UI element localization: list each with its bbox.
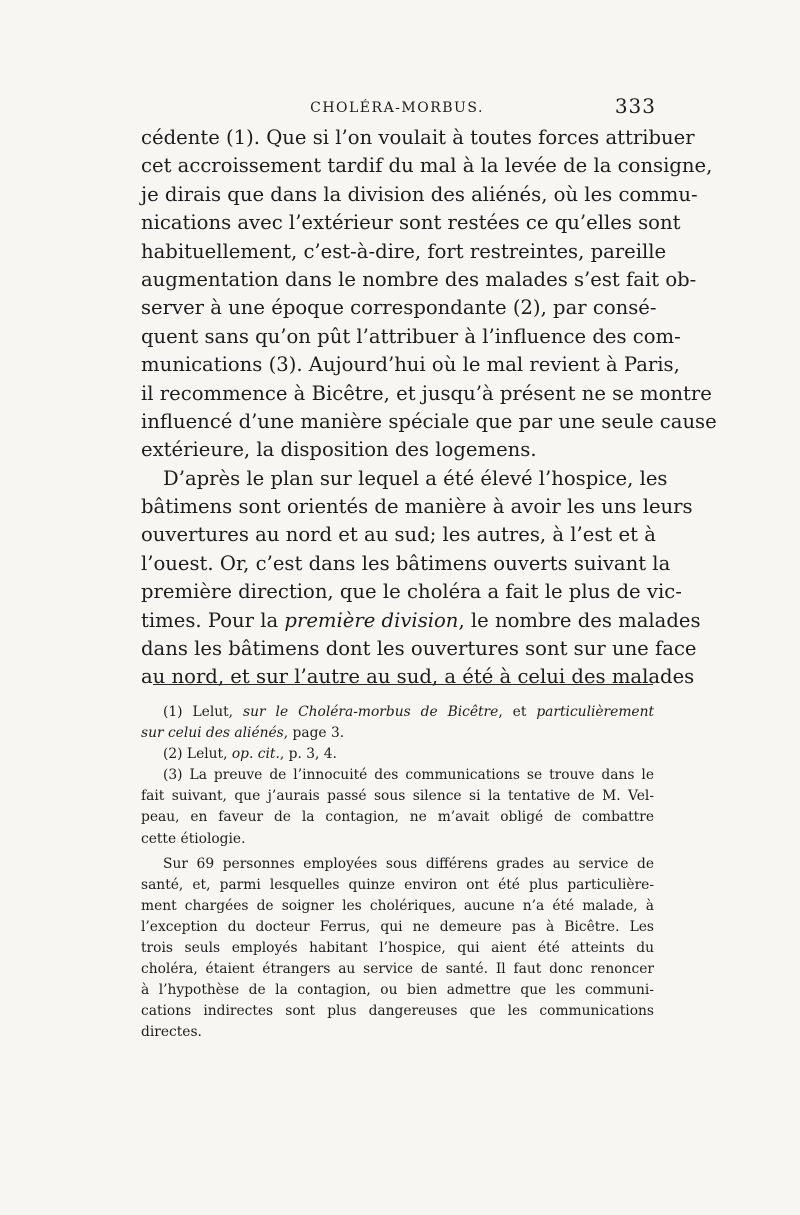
text-segment: , page 3. [283, 725, 345, 742]
text-segment: , p. 3, 4. [279, 746, 337, 763]
footnote-line: cette étiologie. [141, 830, 246, 847]
text-line: quent sans qu’on pût l’attribuer à l’influence des com- [141, 324, 681, 348]
text-line: dans les bâtimens dont les ouvertures sont sur une face [141, 637, 697, 661]
text-segment: (2) Lelut, [163, 746, 232, 763]
text-line: habituellement, c’est-à-dire, fort restreintes, pareille [141, 239, 667, 263]
text-line: nications avec l’extérieur sont restées ce qu’elles sont [141, 211, 681, 235]
text-line: ouvertures au nord et au sud; les autres, à l’est et à [141, 523, 656, 547]
text-line: première direction, que le choléra a fait le plus de vic- [141, 580, 682, 604]
footnote-line: Sur 69 personnes employées sous différens grades au service de [163, 855, 654, 872]
text-line: il recommence à Bicêtre, et jusqu’à présent ne se montre [141, 381, 712, 405]
italic-phrase: particulièrement [536, 704, 654, 720]
text-line: D’après le plan sur lequel a été élevé l’hospice, les [163, 466, 668, 490]
footnote-line [141, 744, 654, 765]
text-line: cet accroissement tardif du mal à la levée de la consigne, [141, 154, 713, 178]
running-title: CHOLÉRA-MORBUS. [310, 100, 484, 116]
main-text [141, 124, 717, 692]
text-line [141, 607, 701, 635]
footnote-separator-rule [153, 684, 653, 685]
footnote-line: l’exception du docteur Ferrus, qui ne demeure pas à Bicêtre. Les [141, 918, 654, 935]
text-line: au nord, et sur l’autre au sud, a été à celui des malades [141, 665, 695, 689]
footnotes [141, 702, 654, 1044]
text-line: munications (3). Aujourd’hui où le mal revient à Paris, [141, 353, 680, 377]
text-segment: , le nombre des malades [458, 608, 701, 632]
text-line: influencé d’une manière spéciale que par une seule cause [141, 409, 717, 433]
italic-phrase: sur le Choléra-morbus de Bicêtre [243, 704, 499, 720]
footnote-line: fait suivant, que j’aurais passé sous silence si la tentative de M. Vel- [141, 788, 654, 805]
italic-phrase: sur celui des aliénés [141, 725, 284, 742]
text-line: l’ouest. Or, c’est dans les bâtimens ouverts suivant la [141, 551, 671, 575]
running-head [138, 94, 656, 124]
text-segment: , et [498, 704, 537, 720]
text-line: cédente (1). Que si l’on voulait à toutes forces attribuer [141, 126, 695, 149]
footnote-line: trois seuls employés habitant l’hospice, qui aient été atteints du [141, 940, 654, 957]
footnote-line: santé, et, parmi lesquelles quinze environ ont été plus particulière- [141, 876, 654, 893]
footnote-line: à l’hypothèse de la contagion, ou bien admettre que les communi- [141, 982, 654, 999]
italic-phrase: première division [284, 608, 459, 632]
page-number: 333 [614, 94, 656, 118]
footnote-line: choléra, étaient étrangers au service de santé. Il faut donc renoncer [141, 961, 654, 978]
footnote-line: (3) La preuve de l’innocuité des communications se trouve dans le [163, 767, 654, 784]
footnote-line [141, 723, 654, 744]
footnote-line: directes. [141, 1024, 202, 1041]
footnote-line: ment chargées de soigner les cholériques, aucune n’a été malade, à [141, 897, 654, 914]
italic-phrase: op. cit. [231, 746, 280, 763]
text-line: bâtimens sont orientés de manière à avoir les uns leurs [141, 495, 693, 519]
text-line: extérieure, la disposition des logemens. [141, 438, 537, 462]
text-line: server à une époque correspondante (2), par consé- [141, 296, 657, 320]
text-segment: times. Pour la [141, 608, 285, 632]
footnote-line: cations indirectes sont plus dangereuses que les communications [141, 1003, 654, 1020]
footnote-line: peau, en faveur de la contagion, ne m’avait obligé de combattre [141, 809, 654, 826]
footnote-line [141, 702, 654, 723]
text-segment: (1) Lelut, [163, 704, 244, 720]
text-line: je dirais que dans la division des aliénés, où les commu- [141, 182, 698, 206]
text-line: augmentation dans le nombre des malades s’est fait ob- [141, 267, 697, 291]
